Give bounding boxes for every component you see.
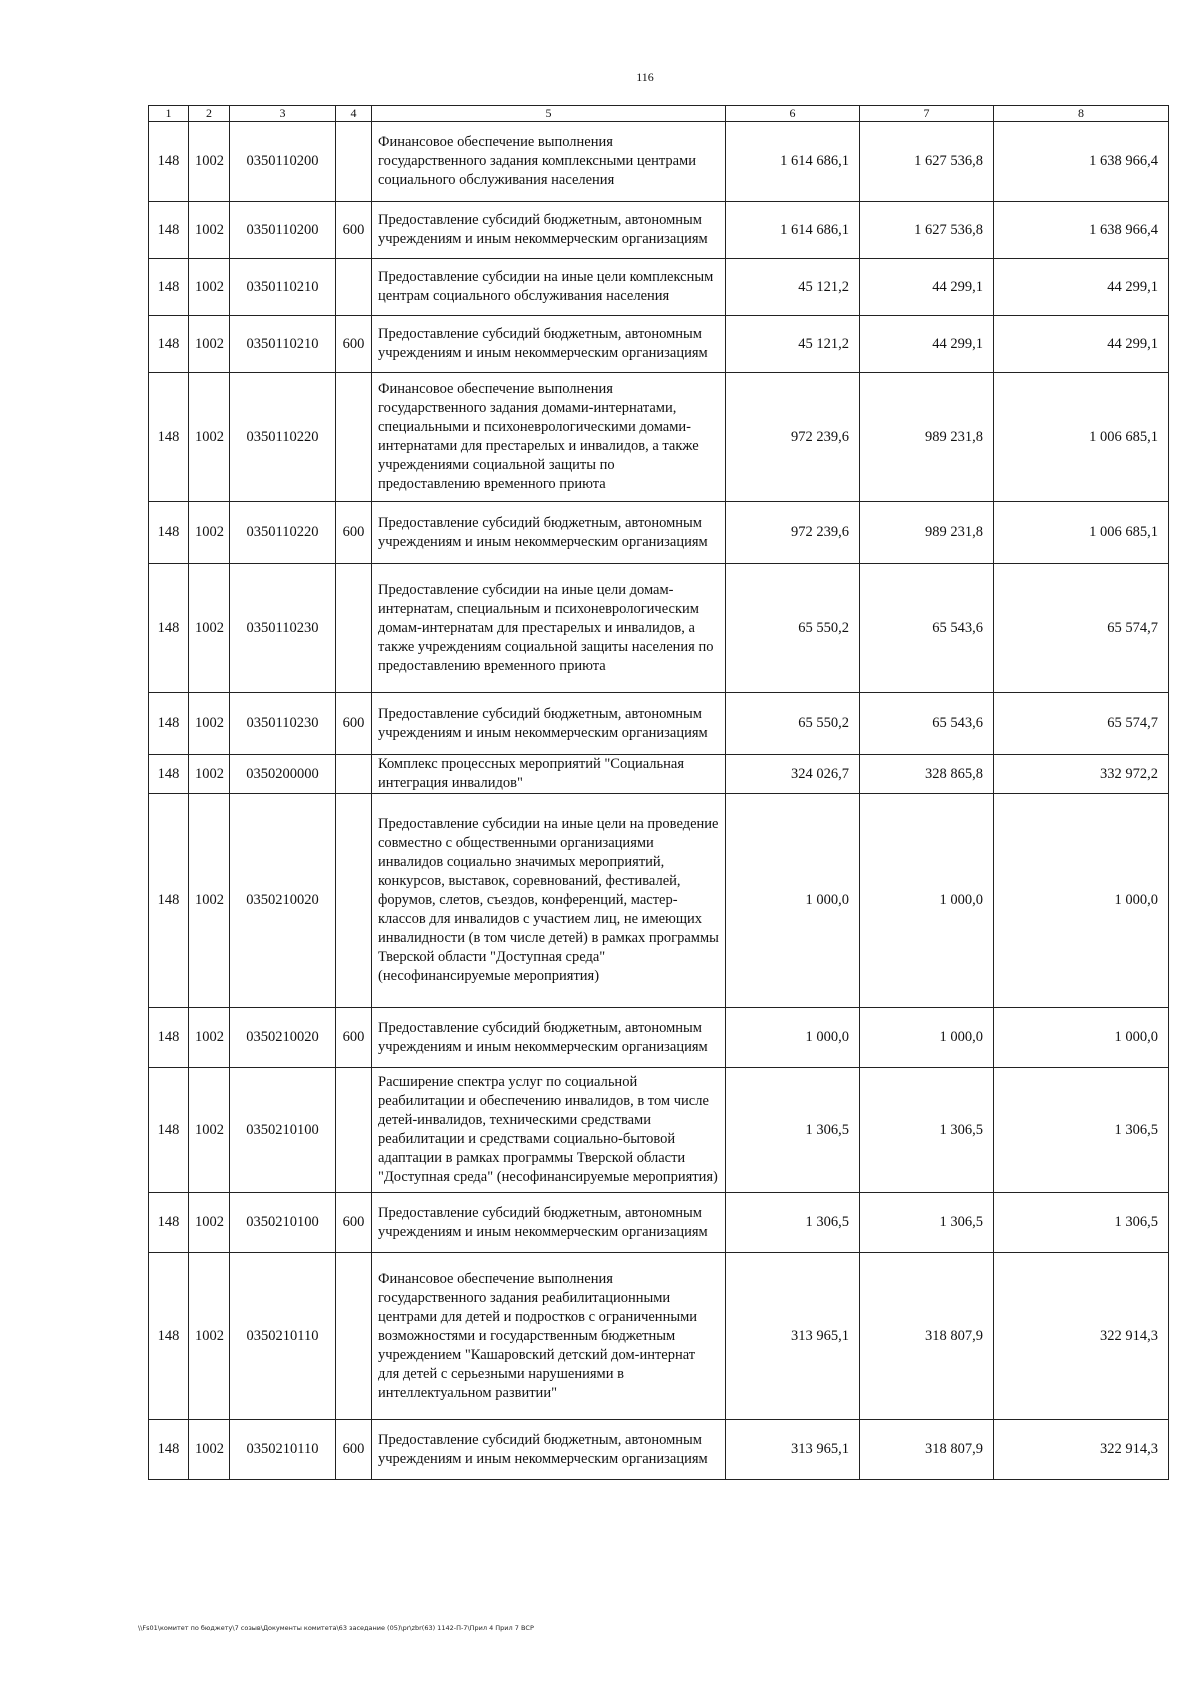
amount-2025-cell: 1 614 686,1 xyxy=(726,202,860,259)
amount-2025-cell: 1 000,0 xyxy=(726,794,860,1008)
page-number: 116 xyxy=(636,70,654,84)
amount-2027-cell: 332 972,2 xyxy=(994,755,1169,794)
target-article-cell: 0350200000 xyxy=(230,755,336,794)
description-cell: Финансовое обеспечение выполнения государственного задания комплексными центрами социального обслуживания населения xyxy=(372,122,726,202)
amount-2025-cell: 313 965,1 xyxy=(726,1420,860,1480)
amount-2027-cell: 65 574,7 xyxy=(994,693,1169,755)
expense-type-cell: 600 xyxy=(336,316,372,373)
description-cell: Предоставление субсидий бюджетным, автономным учреждениям и иным некоммерческим организациям xyxy=(372,1008,726,1068)
table-row xyxy=(149,794,1169,1008)
section-code-cell: 1002 xyxy=(189,755,230,794)
description-cell: Финансовое обеспечение выполнения государственного задания домами-интернатами, специальными и психоневрологическими домами-интернатами для престарелых и инвалидов, а также учреждениями социальной защиты по предоставлению временного приюта xyxy=(372,373,726,502)
form-number-cell: 148 xyxy=(149,316,189,373)
amount-2025-cell: 1 306,5 xyxy=(726,1068,860,1193)
amount-2026-cell: 1 306,5 xyxy=(860,1068,994,1193)
amount-2027-cell: 65 574,7 xyxy=(994,564,1169,693)
expense-type-cell: 600 xyxy=(336,502,372,564)
form-number-cell: 148 xyxy=(149,1193,189,1253)
section-code-cell: 1002 xyxy=(189,1420,230,1480)
section-code-cell: 1002 xyxy=(189,693,230,755)
description-cell: Предоставление субсидии на иные цели на проведение совместно с общественными организациями инвалидов социально значимых мероприятий, конкурсов, выставок, соревнований, фестивалей, форумов, слетов, съездов, конференций, мастер-классов для инвалидов с участием лиц, не имеющих инвалидности (в том числе детей) в рамках программы Тверской области "Доступная среда" (несофинансируемые мероприятия) xyxy=(372,794,726,1008)
header-cell: 4 xyxy=(336,106,372,122)
amount-2027-cell: 1 638 966,4 xyxy=(994,122,1169,202)
amount-2027-cell: 1 306,5 xyxy=(994,1193,1169,1253)
expense-type-cell xyxy=(336,259,372,316)
amount-2026-cell: 1 306,5 xyxy=(860,1193,994,1253)
expense-type-cell: 600 xyxy=(336,1420,372,1480)
description-cell: Расширение спектра услуг по социальной реабилитации и обеспечению инвалидов, в том числе детей-инвалидов, техническими средствами реабилитации и средствами социально-бытовой адаптации в рамках программы Тверской области "Доступная среда" (несофинансируемые мероприятия) xyxy=(372,1068,726,1193)
table-row xyxy=(149,693,1169,755)
header-cell: 5 xyxy=(372,106,726,122)
header-cell: 7 xyxy=(860,106,994,122)
form-number-cell: 148 xyxy=(149,122,189,202)
table-row xyxy=(149,259,1169,316)
table-row xyxy=(149,202,1169,259)
table-row xyxy=(149,502,1169,564)
section-code-cell: 1002 xyxy=(189,564,230,693)
amount-2026-cell: 328 865,8 xyxy=(860,755,994,794)
form-number-cell: 148 xyxy=(149,1253,189,1420)
amount-2026-cell: 989 231,8 xyxy=(860,502,994,564)
description-cell: Финансовое обеспечение выполнения государственного задания реабилитационными центрами для детей и подростков с ограниченными возможностями и государственным бюджетным учреждением "Кашаровский детский дом-интернат для детей с серьезными нарушениями в интеллектуальном развитии" xyxy=(372,1253,726,1420)
amount-2027-cell: 322 914,3 xyxy=(994,1420,1169,1480)
form-number-cell: 148 xyxy=(149,259,189,316)
section-code-cell: 1002 xyxy=(189,316,230,373)
target-article-cell: 0350210100 xyxy=(230,1068,336,1193)
amount-2025-cell: 972 239,6 xyxy=(726,502,860,564)
amount-2025-cell: 324 026,7 xyxy=(726,755,860,794)
section-code-cell: 1002 xyxy=(189,1068,230,1193)
amount-2027-cell: 1 006 685,1 xyxy=(994,373,1169,502)
amount-2025-cell: 45 121,2 xyxy=(726,316,860,373)
target-article-cell: 0350210020 xyxy=(230,1008,336,1068)
amount-2025-cell: 1 306,5 xyxy=(726,1193,860,1253)
amount-2026-cell: 65 543,6 xyxy=(860,693,994,755)
section-code-cell: 1002 xyxy=(189,1193,230,1253)
amount-2025-cell: 1 000,0 xyxy=(726,1008,860,1068)
amount-2026-cell: 44 299,1 xyxy=(860,316,994,373)
description-cell: Предоставление субсидий бюджетным, автономным учреждениям и иным некоммерческим организациям xyxy=(372,1193,726,1253)
amount-2025-cell: 45 121,2 xyxy=(726,259,860,316)
form-number-cell: 148 xyxy=(149,373,189,502)
description-cell: Комплекс процессных мероприятий "Социальная интеграция инвалидов" xyxy=(372,755,726,794)
target-article-cell: 0350210020 xyxy=(230,794,336,1008)
description-cell: Предоставление субсидий бюджетным, автономным учреждениям и иным некоммерческим организациям xyxy=(372,202,726,259)
amount-2026-cell: 318 807,9 xyxy=(860,1420,994,1480)
target-article-cell: 0350110210 xyxy=(230,316,336,373)
target-article-cell: 0350110200 xyxy=(230,122,336,202)
header-cell: 8 xyxy=(994,106,1169,122)
amount-2027-cell: 1 000,0 xyxy=(994,794,1169,1008)
target-article-cell: 0350110200 xyxy=(230,202,336,259)
amount-2026-cell: 989 231,8 xyxy=(860,373,994,502)
form-number-cell: 148 xyxy=(149,564,189,693)
amount-2025-cell: 313 965,1 xyxy=(726,1253,860,1420)
table-row xyxy=(149,373,1169,502)
description-cell: Предоставление субсидий бюджетным, автономным учреждениям и иным некоммерческим организациям xyxy=(372,316,726,373)
form-number-cell: 148 xyxy=(149,502,189,564)
description-cell: Предоставление субсидий бюджетным, автономным учреждениям и иным некоммерческим организациям xyxy=(372,502,726,564)
expense-type-cell xyxy=(336,794,372,1008)
expense-type-cell: 600 xyxy=(336,1193,372,1253)
header-row xyxy=(149,106,1169,122)
amount-2027-cell: 44 299,1 xyxy=(994,316,1169,373)
section-code-cell: 1002 xyxy=(189,1253,230,1420)
expense-type-cell: 600 xyxy=(336,202,372,259)
section-code-cell: 1002 xyxy=(189,259,230,316)
description-cell: Предоставление субсидий бюджетным, автономным учреждениям и иным некоммерческим организациям xyxy=(372,693,726,755)
target-article-cell: 0350210100 xyxy=(230,1193,336,1253)
amount-2025-cell: 1 614 686,1 xyxy=(726,122,860,202)
section-code-cell: 1002 xyxy=(189,502,230,564)
target-article-cell: 0350110210 xyxy=(230,259,336,316)
expense-type-cell xyxy=(336,1253,372,1420)
amount-2025-cell: 65 550,2 xyxy=(726,564,860,693)
amount-2026-cell: 1 000,0 xyxy=(860,794,994,1008)
amount-2026-cell: 44 299,1 xyxy=(860,259,994,316)
table-row xyxy=(149,564,1169,693)
table-row xyxy=(149,1253,1169,1420)
expense-type-cell xyxy=(336,564,372,693)
header-cell: 6 xyxy=(726,106,860,122)
header-cell: 3 xyxy=(230,106,336,122)
section-code-cell: 1002 xyxy=(189,1008,230,1068)
amount-2026-cell: 1 627 536,8 xyxy=(860,122,994,202)
form-number-cell: 148 xyxy=(149,794,189,1008)
section-code-cell: 1002 xyxy=(189,373,230,502)
target-article-cell: 0350210110 xyxy=(230,1253,336,1420)
expense-type-cell xyxy=(336,122,372,202)
form-number-cell: 148 xyxy=(149,202,189,259)
target-article-cell: 0350210110 xyxy=(230,1420,336,1480)
header-cell: 1 xyxy=(149,106,189,122)
amount-2027-cell: 1 000,0 xyxy=(994,1008,1169,1068)
footer-file-path: \\Fs01\комитет по бюджету\7 созыв\Документы комитета\63 заседание (05)\pr\zbr(63) 1142-П-7\Прил 4 Прил 7 ВСР xyxy=(138,1624,534,1632)
target-article-cell: 0350110220 xyxy=(230,502,336,564)
expense-type-cell: 600 xyxy=(336,693,372,755)
table-row xyxy=(149,122,1169,202)
amount-2026-cell: 1 000,0 xyxy=(860,1008,994,1068)
amount-2027-cell: 322 914,3 xyxy=(994,1253,1169,1420)
description-cell: Предоставление субсидий бюджетным, автономным учреждениям и иным некоммерческим организациям xyxy=(372,1420,726,1480)
expense-type-cell xyxy=(336,755,372,794)
target-article-cell: 0350110220 xyxy=(230,373,336,502)
amount-2027-cell: 1 638 966,4 xyxy=(994,202,1169,259)
form-number-cell: 148 xyxy=(149,755,189,794)
section-code-cell: 1002 xyxy=(189,202,230,259)
amount-2026-cell: 65 543,6 xyxy=(860,564,994,693)
description-cell: Предоставление субсидии на иные цели комплексным центрам социального обслуживания населения xyxy=(372,259,726,316)
table-row xyxy=(149,1008,1169,1068)
form-number-cell: 148 xyxy=(149,693,189,755)
form-number-cell: 148 xyxy=(149,1008,189,1068)
table-row xyxy=(149,1193,1169,1253)
amount-2025-cell: 65 550,2 xyxy=(726,693,860,755)
amount-2026-cell: 1 627 536,8 xyxy=(860,202,994,259)
header-cell: 2 xyxy=(189,106,230,122)
form-number-cell: 148 xyxy=(149,1068,189,1193)
amount-2026-cell: 318 807,9 xyxy=(860,1253,994,1420)
table-row xyxy=(149,755,1169,794)
amount-2025-cell: 972 239,6 xyxy=(726,373,860,502)
section-code-cell: 1002 xyxy=(189,122,230,202)
target-article-cell: 0350110230 xyxy=(230,693,336,755)
expense-type-cell xyxy=(336,373,372,502)
table-row xyxy=(149,316,1169,373)
table-body xyxy=(149,122,1169,1480)
table-row xyxy=(149,1420,1169,1480)
expense-type-cell xyxy=(336,1068,372,1193)
table-row xyxy=(149,1068,1169,1193)
expense-type-cell: 600 xyxy=(336,1008,372,1068)
amount-2027-cell: 44 299,1 xyxy=(994,259,1169,316)
form-number-cell: 148 xyxy=(149,1420,189,1480)
amount-2027-cell: 1 006 685,1 xyxy=(994,502,1169,564)
target-article-cell: 0350110230 xyxy=(230,564,336,693)
amount-2027-cell: 1 306,5 xyxy=(994,1068,1169,1193)
description-cell: Предоставление субсидии на иные цели домам-интернатам, специальным и психоневрологическим домам-интернатам для престарелых и инвалидов, а также учреждениям социальной защиты населения по предоставлению временного приюта xyxy=(372,564,726,693)
budget-table xyxy=(148,105,1169,1480)
section-code-cell: 1002 xyxy=(189,794,230,1008)
